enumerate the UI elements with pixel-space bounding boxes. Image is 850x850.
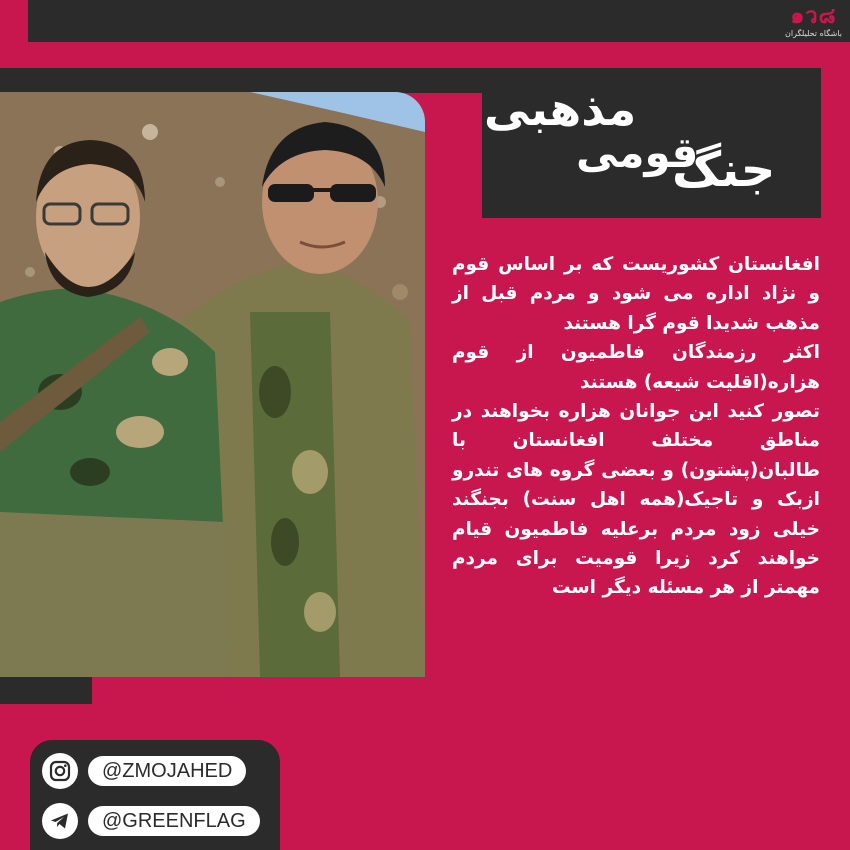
telegram-icon[interactable] xyxy=(42,803,78,839)
title-word-war: جنگ xyxy=(672,142,776,198)
title-word-religious: مذهبی xyxy=(484,82,637,136)
top-band xyxy=(28,0,850,42)
body-paragraph-3: تصور کنید این جوانان هزاره بخواهند در مناطق مختلف افغانستان با طالبان(پشتون) و بعضی گروه های تندرو ازبک و تاجیک(همه اهل سنت) بجنگند خیلی زود مردم برعلیه فاطمیون قیام خواهند کرد زیرا قومیت برای مردم مهمتر از هر مسئله دیگر است xyxy=(452,401,820,599)
body-text xyxy=(452,250,820,790)
photo-illustration xyxy=(0,92,425,677)
body-paragraph-1: افغانستان کشوریست که بر اساس قوم و نژاد اداره می شود و مردم قبل از مذهب شدیدا قوم گرا هستند xyxy=(452,254,820,334)
body-paragraph-2: اکثر رزمندگان فاطمیون از قوم هزاره(اقلیت شیعه) هستند xyxy=(452,342,820,393)
bottom-band xyxy=(0,676,92,704)
left-band xyxy=(0,68,500,93)
social-links xyxy=(30,740,280,850)
logo-subtitle: باشگاه تحلیلگران xyxy=(785,29,842,38)
telegram-link[interactable] xyxy=(42,803,260,839)
title-word-ethnic: قومی xyxy=(576,128,699,177)
logo xyxy=(785,4,842,38)
logo-mark: ๑ว๘ xyxy=(790,3,837,29)
instagram-handle[interactable]: @ZMOJAHED xyxy=(88,756,246,786)
telegram-handle[interactable]: @GREENFLAG xyxy=(88,806,260,836)
photo-two-soldiers xyxy=(0,92,425,677)
instagram-link[interactable] xyxy=(42,753,246,789)
instagram-icon[interactable] xyxy=(42,753,78,789)
